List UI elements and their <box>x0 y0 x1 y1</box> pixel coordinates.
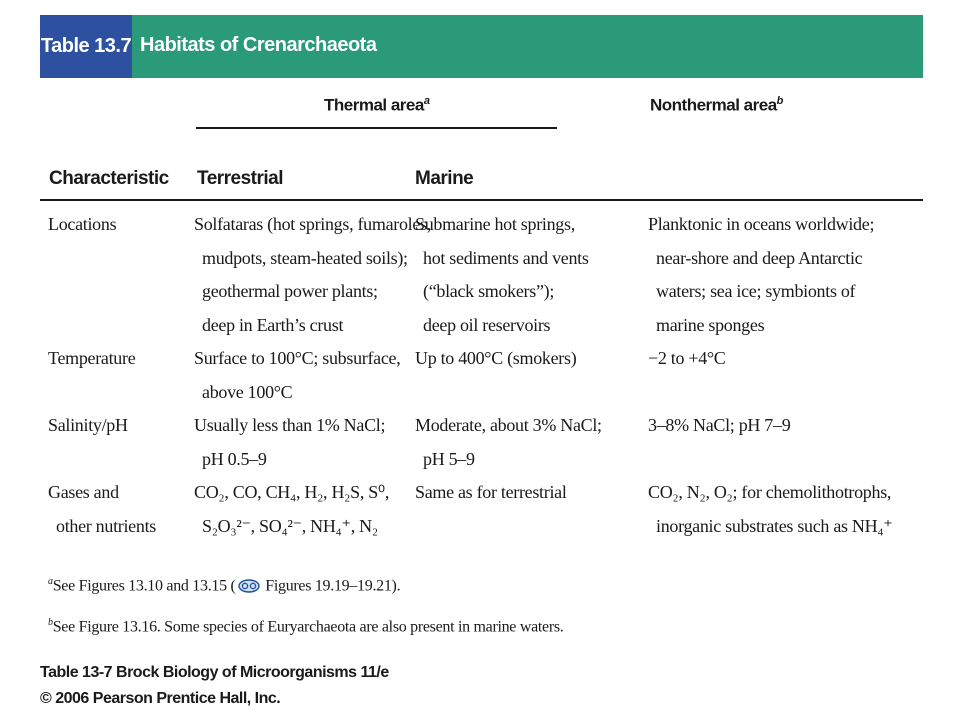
thermal-area-heading: Thermal area$^a$ <box>324 95 430 115</box>
cell-marine <box>415 342 576 376</box>
cell-characteristic <box>48 476 156 543</box>
thermal-area-rule <box>196 127 557 129</box>
column-header-terrestrial: Terrestrial <box>197 168 284 189</box>
cell-line: geothermal power plants; <box>202 281 378 301</box>
cell-nonthermal <box>648 208 874 342</box>
cell-line: deep in Earth’s crust <box>202 314 344 335</box>
cell-line: deep oil reservoirs <box>423 314 551 335</box>
cell-characteristic <box>48 409 128 443</box>
cell-line: Solfataras (hot springs, fumaroles, <box>194 214 431 234</box>
cell-line: Up to 400°C (smokers) <box>415 348 577 368</box>
cell-line: inorganic substrates such as NH₄⁺ <box>656 515 893 536</box>
cell-terrestrial <box>194 476 389 543</box>
credit-line-1: Table 13-7 Brock Biology of Microorganisms 11/e <box>40 664 389 681</box>
cell-line: pH 0.5–9 <box>202 448 267 469</box>
cell-line: Planktonic in oceans worldwide; <box>648 214 875 234</box>
cell-line: Moderate, about 3% NaCl; <box>415 415 602 435</box>
header-rule <box>40 199 923 201</box>
cell-marine <box>415 409 602 476</box>
cell-terrestrial <box>194 208 431 342</box>
cell-line: Usually less than 1% NaCl; <box>194 415 386 435</box>
cell-line: Salinity/pH <box>48 415 128 435</box>
cell-marine <box>415 208 589 342</box>
cell-line: other nutrients <box>56 515 156 536</box>
column-header-characteristic: Characteristic <box>49 168 169 189</box>
cell-characteristic <box>48 342 135 376</box>
cell-line: Gases and <box>48 482 119 502</box>
cell-line: near-shore and deep Antarctic <box>656 247 863 268</box>
cell-line: (“black smokers”); <box>423 281 555 301</box>
table-title: Habitats of Crenarchaeota <box>140 34 377 56</box>
cell-line: pH 5–9 <box>423 448 475 469</box>
cell-nonthermal <box>648 409 790 443</box>
cell-line: mudpots, steam-heated soils); <box>202 247 408 268</box>
cell-line: 3–8% NaCl; pH 7–9 <box>648 415 791 435</box>
table-header-bar <box>40 15 923 78</box>
cell-line: Surface to 100°C; subsurface, <box>194 348 401 368</box>
cell-line: Temperature <box>48 348 136 368</box>
cell-nonthermal <box>648 476 893 543</box>
cell-line: above 100°C <box>202 381 293 402</box>
credit-line-2: © 2006 Pearson Prentice Hall, Inc. <box>40 690 281 707</box>
table-number-tag: Table 13.7 <box>40 15 132 78</box>
cell-line: CO₂, N₂, O₂; for chemolithotrophs, <box>648 482 892 502</box>
cell-nonthermal <box>648 342 726 376</box>
footnote-b: $^b$See Figure 13.16. Some species of Euryarchaeota are also present in marine waters. <box>48 617 564 636</box>
cell-line: CO₂, CO, CH₄, H₂, H₂S, S⁰, <box>194 482 390 502</box>
cell-terrestrial <box>194 409 385 476</box>
cell-line: S₂O₃²⁻, SO₄²⁻, NH₄⁺, N₂ <box>202 515 378 536</box>
cell-terrestrial <box>194 342 400 409</box>
column-header-marine: Marine <box>415 168 474 189</box>
cell-line: waters; sea ice; symbionts of <box>656 281 856 301</box>
cell-line: Same as for terrestrial <box>415 482 567 502</box>
nonthermal-area-heading: Nonthermal area$^b$ <box>650 95 783 115</box>
web-link-icon[interactable] <box>238 579 260 598</box>
cell-line: hot sediments and vents <box>423 247 589 268</box>
cell-line: Submarine hot springs, <box>415 214 575 234</box>
cell-line: marine sponges <box>656 314 765 335</box>
cell-line: −2 to +4°C <box>648 348 726 368</box>
footnote-a: $^a$See Figures 13.10 and 13.15 ( Figures 19.19–19.21). <box>48 576 400 598</box>
cell-marine <box>415 476 567 510</box>
cell-line: Locations <box>48 214 117 234</box>
cell-characteristic <box>48 208 116 242</box>
